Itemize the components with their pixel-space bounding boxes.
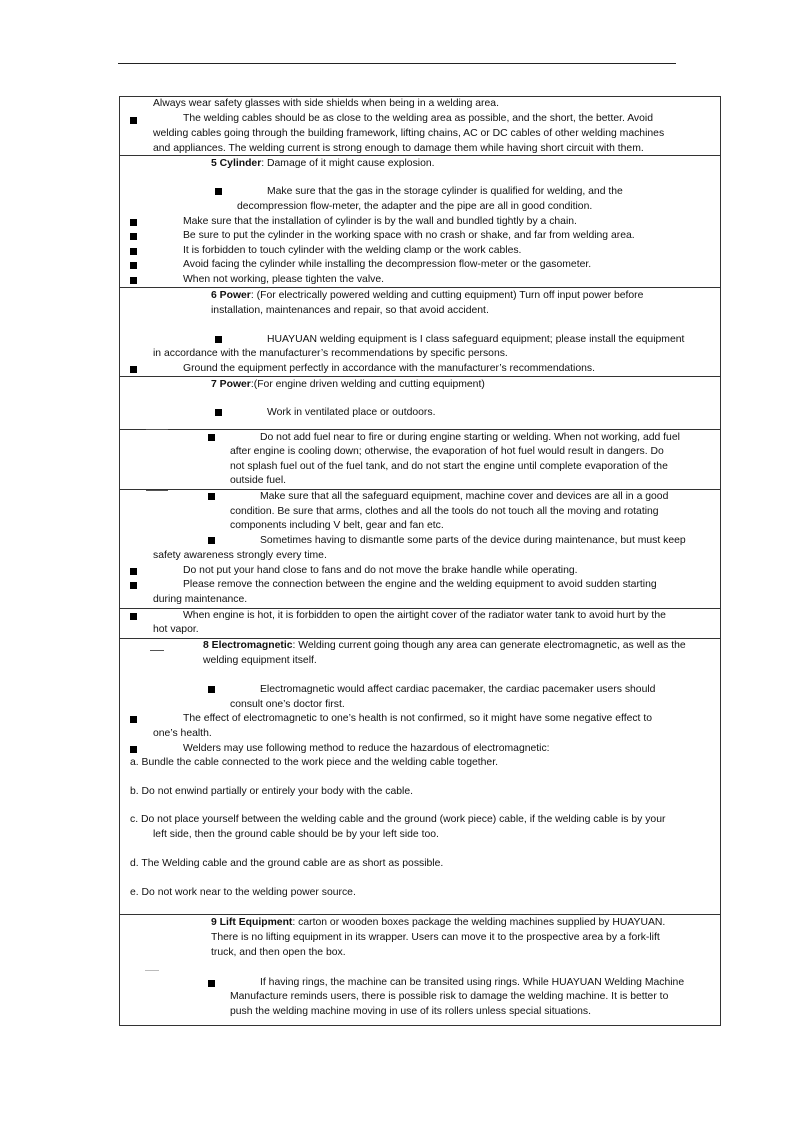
text-line: and appliances. The welding current is strong enough to damage them while having short circuit with them. xyxy=(153,143,644,154)
text-line: components including V belt, gear and fan etc. xyxy=(230,520,444,531)
text-line: There is no lifting equipment in its wrapper. Users can move it to the prospective area by a fork-lift xyxy=(211,932,660,943)
text-line: welding cables going through the building framework, lifting chains, AC or DC cables of other welding machines xyxy=(153,128,665,139)
text-line: decompression flow-meter, the adapter and the pipe are all in good condition. xyxy=(237,201,593,212)
text-line: truck, and then open the box. xyxy=(211,947,346,958)
text-line: Do not put your hand close to fans and do not move the brake handle while operating. xyxy=(183,565,578,576)
bullet-icon xyxy=(130,582,137,589)
list-item: a. Bundle the cable connected to the work piece and the welding cable together. xyxy=(130,757,498,768)
list-item: e. Do not work near to the welding power source. xyxy=(130,887,356,898)
row-divider xyxy=(120,608,720,609)
text-line: Do not add fuel near to fire or during engine starting or welding. When not working, add fuel xyxy=(260,432,680,443)
bullet-icon xyxy=(130,248,137,255)
section-title: 6 Power xyxy=(211,290,251,301)
bullet-icon xyxy=(208,434,215,441)
stray-mark xyxy=(150,650,164,651)
text-line: after engine is cooling down; otherwise, the evaporation of hot fuel would result in dangers. Do xyxy=(230,446,664,457)
bullet-icon xyxy=(130,716,137,723)
row-divider xyxy=(120,376,720,377)
text-line: push the welding machine moving in use of its rollers unless special situations. xyxy=(230,1006,591,1017)
text-line: consult one’s doctor first. xyxy=(230,699,345,710)
text-line: Electromagnetic would affect cardiac pacemaker, the cardiac pacemaker users should xyxy=(260,684,656,695)
section-title: 7 Power xyxy=(211,379,251,390)
text-line: When engine is hot, it is forbidden to open the airtight cover of the radiator water tank to avoid hurt by the xyxy=(183,610,666,621)
bullet-icon xyxy=(208,980,215,987)
text-line: The welding cables should be as close to the welding area as possible, and the short, the better. Avoid xyxy=(183,113,653,124)
text-line: Ground the equipment perfectly in accordance with the manufacturer’s recommendations. xyxy=(183,363,595,374)
header-rule xyxy=(118,63,676,64)
bullet-icon xyxy=(130,746,137,753)
text-line: in accordance with the manufacturer’s recommendations by specific persons. xyxy=(153,348,508,359)
row-divider xyxy=(120,429,720,430)
text-line: The effect of electromagnetic to one’s health is not confirmed, so it might have some negative effect to xyxy=(183,713,652,724)
row-divider xyxy=(120,287,720,288)
bullet-icon xyxy=(130,219,137,226)
section-heading: 9 Lift Equipment: carton or wooden boxes package the welding machines supplied by HUAYUAN. xyxy=(211,917,666,928)
text-line: Make sure that all the safeguard equipment, machine cover and devices are all in a good xyxy=(260,491,669,502)
list-item: b. Do not enwind partially or entirely your body with the cable. xyxy=(130,786,414,797)
text-line: outside fuel. xyxy=(230,475,287,486)
text-line: Welders may use following method to reduce the hazardous of electromagnetic: xyxy=(183,743,550,754)
row-divider xyxy=(120,914,720,915)
bullet-icon xyxy=(208,686,215,693)
text-line: hot vapor. xyxy=(153,624,199,635)
stray-mark xyxy=(146,490,168,491)
text-line: Be sure to put the cylinder in the working space with no crash or shake, and far from welding area. xyxy=(183,230,635,241)
text-line: one’s health. xyxy=(153,728,212,739)
bullet-icon xyxy=(130,277,137,284)
text-line: If having rings, the machine can be transited using rings. While HUAYUAN Welding Machine xyxy=(260,977,685,988)
section-title: 5 Cylinder xyxy=(211,158,262,169)
bullet-icon xyxy=(130,568,137,575)
section-title: 8 Electromagnetic xyxy=(203,640,293,651)
text-line: Avoid facing the cylinder while installing the decompression flow-meter or the gasometer. xyxy=(183,259,592,270)
bullet-icon xyxy=(130,117,137,124)
stray-mark xyxy=(146,429,168,430)
text-line: Please remove the connection between the engine and the welding equipment to avoid sudden starting xyxy=(183,579,657,590)
bullet-icon xyxy=(215,409,222,416)
text-line: left side, then the ground cable should be by your left side too. xyxy=(153,829,439,840)
text-line: Manufacture reminds users, there is possible risk to damage the welding machine. It is better to xyxy=(230,991,669,1002)
bullet-icon xyxy=(130,233,137,240)
bullet-icon xyxy=(130,613,137,620)
text-line: Always wear safety glasses with side shields when being in a welding area. xyxy=(153,98,499,109)
text-line: Make sure that the installation of cylinder is by the wall and bundled tightly by a chain. xyxy=(183,216,577,227)
list-item: d. The Welding cable and the ground cable are as short as possible. xyxy=(130,858,444,869)
bullet-icon xyxy=(208,537,215,544)
section-heading: 7 Power:(For engine driven welding and cutting equipment) xyxy=(211,379,485,390)
text-line: condition. Be sure that arms, clothes and all the tools do not touch all the moving and rotating xyxy=(230,506,659,517)
text-line: Make sure that the gas in the storage cylinder is qualified for welding, and the xyxy=(267,186,623,197)
text-line: safety awareness strongly every time. xyxy=(153,550,327,561)
text-line: When not working, please tighten the valve. xyxy=(183,274,385,285)
text-line: It is forbidden to touch cylinder with the welding clamp or the work cables. xyxy=(183,245,522,256)
text-line: welding equipment itself. xyxy=(203,655,317,666)
section-title: 9 Lift Equipment xyxy=(211,917,293,928)
stray-mark xyxy=(145,970,159,971)
bullet-icon xyxy=(208,493,215,500)
bullet-icon xyxy=(130,366,137,373)
row-divider xyxy=(120,489,720,490)
bullet-icon xyxy=(215,188,222,195)
text-line: Work in ventilated place or outdoors. xyxy=(267,407,436,418)
section-heading: 5 Cylinder: Damage of it might cause explosion. xyxy=(211,158,435,169)
text-line: Sometimes having to dismantle some parts of the device during maintenance, but must keep xyxy=(260,535,686,546)
list-item: c. Do not place yourself between the welding cable and the ground (work piece) cable, if the welding cable is by your xyxy=(130,814,666,825)
text-line: during maintenance. xyxy=(153,594,248,605)
row-divider xyxy=(120,638,720,639)
text-line: HUAYUAN welding equipment is I class safeguard equipment; please install the equipment xyxy=(267,334,685,345)
text-line: installation, maintenances and repair, so that avoid accident. xyxy=(211,305,489,316)
section-heading: 8 Electromagnetic: Welding current going though any area can generate electromagnetic, as well as the xyxy=(203,640,686,651)
text-line: not splash fuel out of the fuel tank, and do not start the engine until complete evaporation of the xyxy=(230,461,668,472)
bullet-icon xyxy=(215,336,222,343)
bullet-icon xyxy=(130,262,137,269)
row-divider xyxy=(120,155,720,156)
section-heading: 6 Power: (For electrically powered welding and cutting equipment) Turn off input power before xyxy=(211,290,644,301)
